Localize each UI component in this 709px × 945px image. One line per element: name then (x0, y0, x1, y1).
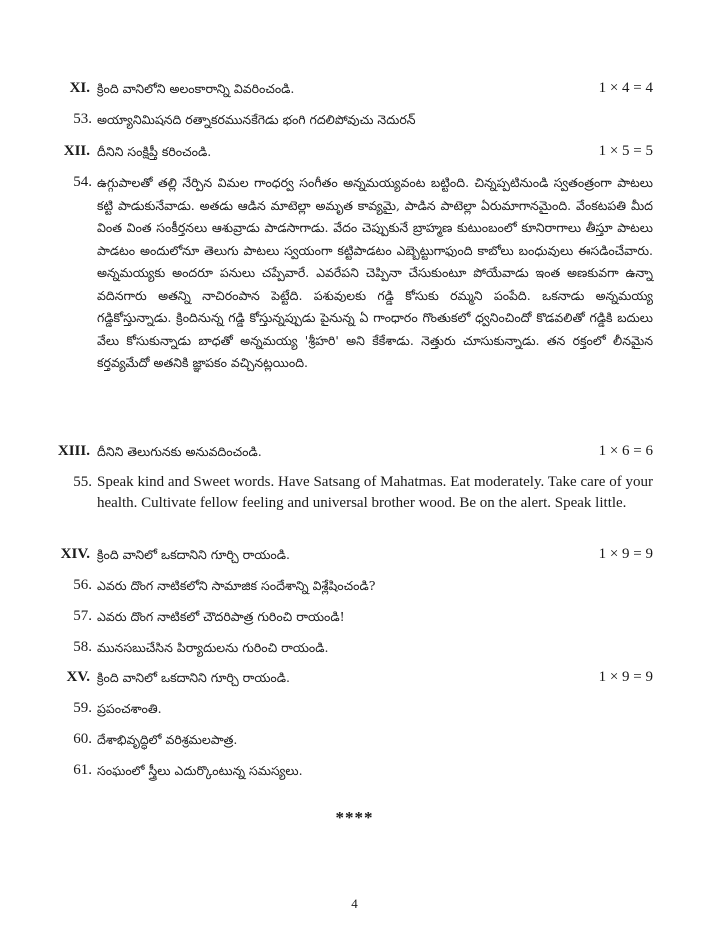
section-instruction: దీనిని సంక్షిప్తీ కరించండి. (97, 144, 212, 159)
question-text: ఎవరు దొంగ నాటికలోని సామాజిక సందేశాన్ని విశ్లేషించండి? (97, 578, 376, 593)
question-number: 53. (73, 111, 92, 127)
question-number: 55. (73, 474, 92, 490)
question-text: మునసబుచేసిన పిర్యాదులను గురించి రాయండి. (97, 640, 329, 655)
question-text: ఎవరు దొంగ నాటికలో చౌదరిపాత్ర గురించి రాయండి! (97, 609, 345, 624)
section-marks: 1 × 5 = 5 (598, 143, 653, 159)
section-instruction: క్రింది వానిలోని అలంకారాన్ని వివరించండి. (97, 81, 295, 96)
question-number: 58. (73, 639, 92, 655)
question-text: సంఘంలో స్త్రీలు ఎదుర్కొంటున్న సమస్యలు. (97, 763, 303, 778)
section-instruction: దీనిని తెలుగునకు అనువదించండి. (97, 444, 262, 459)
question-number: 61. (73, 762, 92, 778)
question-number: 56. (73, 577, 92, 593)
page-number: 4 (351, 896, 358, 911)
question-text: దేశాభివృద్ధిలో వరిశ్రమలపాత్ర. (97, 732, 238, 747)
section-marks: 1 × 6 = 6 (598, 443, 653, 459)
question-number: 59. (73, 700, 92, 716)
question-number: 54. (73, 174, 92, 190)
section-instruction: క్రింది వానిలో ఒకదానిని గూర్చి రాయండి. (97, 547, 290, 562)
section-number: XV. (66, 669, 90, 685)
section-number: XIV. (60, 546, 90, 562)
question-number: 60. (73, 731, 92, 747)
section-number: XIII. (57, 443, 90, 459)
section-instruction: క్రింది వానిలో ఒకదానిని గూర్చి రాయండి. (97, 670, 290, 685)
section-number: XI. (69, 80, 90, 96)
section-number: XII. (63, 143, 90, 159)
passage-english: Speak kind and Sweet words. Have Satsang of Mahatmas. Eat moderately. Take care of your health. Cultivate fellow feeling and universal brother wood. Be on the alert. Speak little. (97, 474, 653, 511)
section-marks: 1 × 4 = 4 (598, 80, 653, 96)
question-number: 57. (73, 608, 92, 624)
section-marks: 1 × 9 = 9 (598, 546, 653, 562)
question-text: ప్రపంచశాంతి. (97, 701, 162, 716)
question-text: అయ్యానిమిషనది రత్నాకరమునకేగెడు భంగి గదలిపోవుచు నెదురన్ (97, 112, 416, 127)
end-stars: **** (335, 808, 374, 827)
passage-telugu: ఉగ్గుపాలతో తల్లి నేర్పిన విమల గాంధర్వ సంగీతం అన్నమయ్యవంట బట్టింది. చిన్నప్పటినుండి స్వతంత్రంగా పాటలు కట్టి పాడుకునేవాడు. అతడు ఆడిన మాటెల్లా అమృత కావ్యమై, పాడిన పాటెల్లా ఏరుమాగానమైంది. వేంకటపతి మీద వింత వింత సంకీర్తనలు ఆశువ్రాడు పాడసాగాడు. వేదం చెప్పుకునే బ్రాహ్మణ కుటుంబంలో కూనిరాగాలు తీస్తూ పాటలు పాడటం అందులోనూ తెలుగు పాటలు స్వయంగా కట్టిపాడటం ఎబ్బెట్టుగాఫుంది కాబోలు బంధువులు ఈసడించేవారు. అన్నమయ్యకు అందరూ పనులు చప్పేవారే. ఎవరేపని చెప్పినా చేసుకుంటూ పోయేవాడు ఇంత అణకువగా ఉన్నా వదినగారు అతన్ని నాచిరంపాన పెట్టేది. పశువులకు గడ్డి కోసుకు రమ్మని పంపేది. ఒకనాడు అన్నమయ్య గడ్డికోస్తున్నాడు. క్రిందినున్న గడ్డి కోస్తున్నప్పుడు పైనున్న ఏ గాంధారం గొంతుకలో ధ్వనించిందో కొడవలితో గడ్డికి బదులు వేలు కోసుకున్నాడు బాధతో అన్నమయ్య 'శ్రీహరి' అని కేకేశాడు. నెత్తురు చూసుకున్నాడు. తన రక్తంలో లీనమైన కర్తవ్యమేదో అతనికి జ్ఞాపకం వచ్చినట్లయింది. (97, 175, 653, 370)
section-marks: 1 × 9 = 9 (598, 669, 653, 685)
